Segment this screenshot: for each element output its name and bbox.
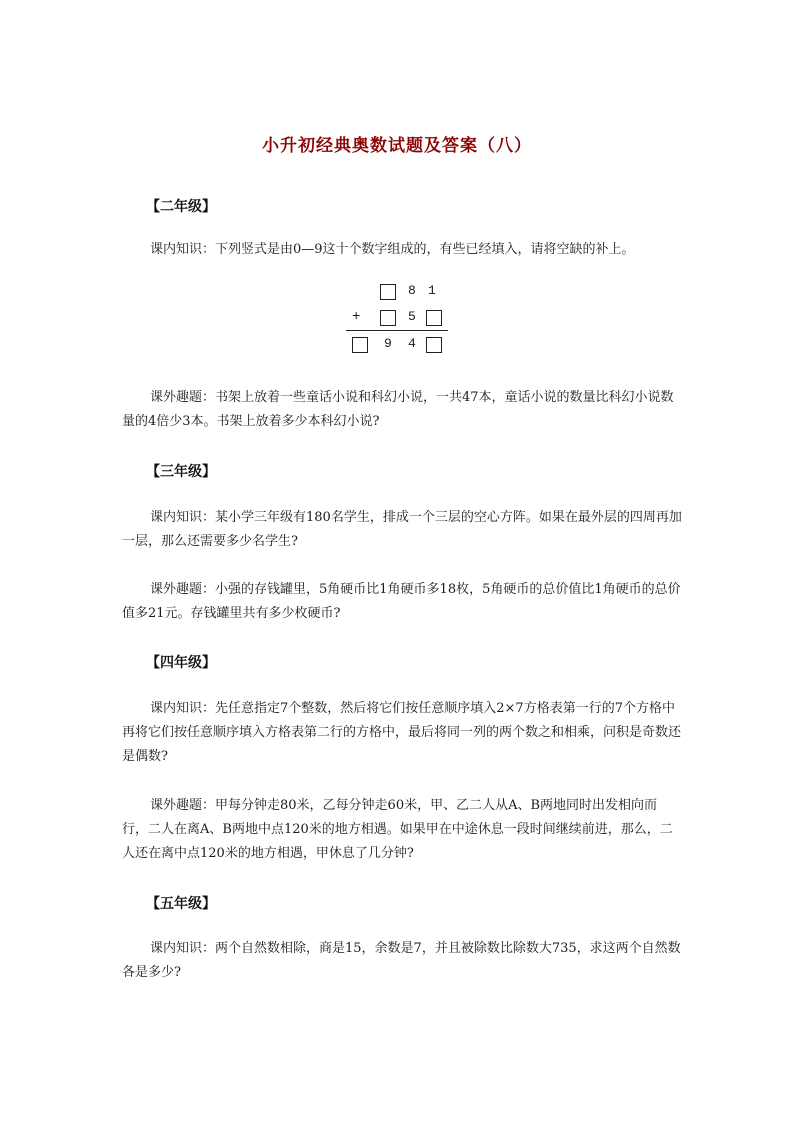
digit: 8	[408, 283, 416, 298]
sum-line	[346, 330, 448, 331]
paragraph-grade2-inclass: 课内知识：下列竖式是由0—9这十个数字组成的，有些已经填入，请将空缺的补上。	[150, 242, 635, 257]
page-title: 小升初经典奥数试题及答案（八）	[262, 136, 532, 156]
paragraph-grade2-extra: 课外趣题：书架上放着一些童话小说和科幻小说，一共47本，童话小说的数量比科幻小说数量的4倍少3本。书架上放着多少本科幻小说?	[122, 390, 674, 429]
grade-heading-2: 【二年级】	[146, 199, 216, 215]
paragraph-grade4-inclass: 课内知识：先任意指定7个整数，然后将它们按任意顺序填入2×7方格表第一行的7个方格中再将它们按任意顺序填入方格表第二行的方格中，最后将同一列的两个数之和相乘，问积是奇数还是偶数?	[122, 701, 682, 764]
grade-heading-5: 【五年级】	[146, 896, 216, 912]
digit: 4	[408, 336, 416, 351]
vertical-addition	[344, 282, 454, 362]
blank-box	[426, 337, 442, 353]
grade-heading-4: 【四年级】	[146, 655, 216, 671]
grade-heading-3: 【三年级】	[146, 464, 216, 480]
digit: 1	[428, 283, 436, 298]
blank-box	[380, 284, 396, 300]
blank-box	[352, 337, 368, 353]
blank-box	[380, 310, 396, 326]
paragraph-grade4-extra: 课外趣题：甲每分钟走80米，乙每分钟走60米，甲、乙二人从A、B两地同时出发相向而行，二人在离A、B两地中点120米的地方相遇。如果甲在中途休息一段时间继续前进，那么，二人还在离中点120米的地方相遇，甲休息了几分钟?	[122, 798, 673, 861]
paragraph-grade3-inclass: 课内知识：某小学三年级有180名学生，排成一个三层的空心方阵。如果在最外层的四周再加一层，那么还需要多少名学生?	[122, 510, 682, 549]
blank-box	[426, 310, 442, 326]
digit: 5	[408, 309, 416, 324]
paragraph-grade5-inclass: 课内知识：两个自然数相除，商是15，余数是7，并且被除数比除数大735，求这两个自然数各是多少?	[122, 941, 681, 980]
paragraph-grade3-extra: 课外趣题：小强的存钱罐里，5角硬币比1角硬币多18枚，5角硬币的总价值比1角硬币的总价值多21元。存钱罐里共有多少枚硬币?	[122, 582, 681, 621]
plus-sign: +	[352, 309, 361, 325]
digit: 9	[384, 336, 392, 351]
